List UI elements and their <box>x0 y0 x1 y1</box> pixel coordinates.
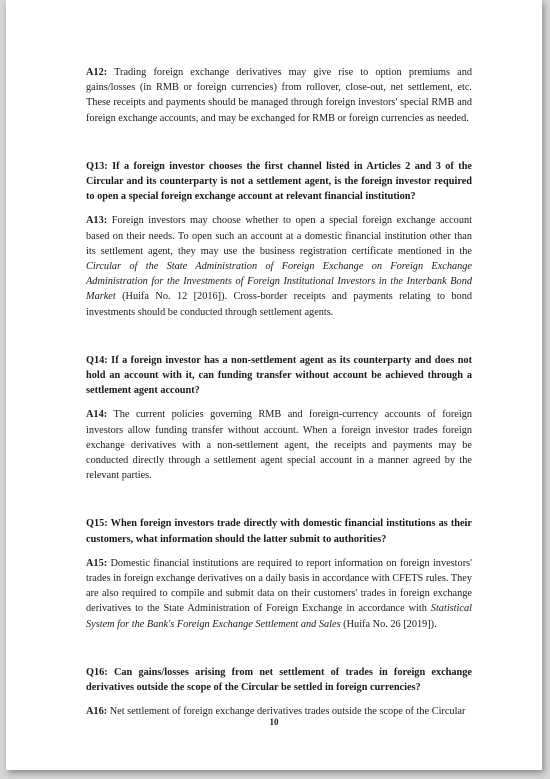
question-q15: Q15: When foreign investors trade directly with domestic financial institutions as their customers, what information should the latter submit to authorities? <box>86 518 472 545</box>
answer-a15 <box>86 556 472 632</box>
answer-label: A16: <box>86 706 108 718</box>
page-number: 10 <box>269 717 279 727</box>
answer-text: The current policies governing RMB and foreign-currency accounts of foreign investors allow funding transfer without account. When a foreign investor trades foreign exchange derivatives with a non-settlement agent, the receipts and payments may be conducted directly through a settlement agent special account in a manner agreed by the relevant parties. <box>86 409 472 482</box>
question-q14: Q14: If a foreign investor has a non-settlement agent as its counterparty and does not hold an account with it, can funding transfer without account be achieved through a settlement agent account? <box>86 354 472 397</box>
answer-label: A14: <box>86 409 108 421</box>
answer-text: (Huifa No. 26 [2019]). <box>340 618 437 630</box>
answer-a14 <box>86 407 472 483</box>
statistical-system-title: Statistical System for the Bank's Foreign Exchange Settlement and Sales <box>86 603 472 630</box>
question-q13: Q13: If a foreign investor chooses the first channel listed in Articles 2 and 3 of the Circular and its counterparty is not a settlement agent, is the foreign investor required to open a special foreign exchange account at relevant financial institution? <box>86 160 472 203</box>
document-page <box>6 0 542 770</box>
circular-title: Circular of the State Administration of Foreign Exchange on Foreign Exchange Administration for the Investments of Foreign Institutional Investors in the Interbank Bond Market <box>86 261 472 303</box>
answer-text: (Huifa No. 12 [2016]). Cross-border receipts and payments relating to bond investments should be conducted through settlement agents. <box>86 291 472 318</box>
answer-text: Foreign investors may choose whether to open a special foreign exchange account based on their needs. To open such an account at a domestic financial institution other than its settlement agent, they may use the business registration certificate mentioned in the <box>86 215 472 257</box>
answer-a13 <box>86 213 472 319</box>
answer-text: Net settlement of foreign exchange derivatives trades outside the scope of the Circular <box>107 706 466 718</box>
answer-label: A13: <box>86 215 108 227</box>
page-content <box>86 65 472 720</box>
answer-a12 <box>86 65 472 126</box>
question-q16: Q16: Can gains/losses arising from net settlement of trades in foreign exchange derivatives outside the scope of the Circular be settled in foreign currencies? <box>86 666 472 694</box>
answer-label: A15: <box>86 557 108 569</box>
answer-text: Trading foreign exchange derivatives may give rise to option premiums and gains/losses (in RMB or foreign currencies) from rollover, close-out, net settlement, etc. These receipts and payments should be managed through foreign investors' special RMB and foreign exchange accounts, and may be exchanged for RMB or foreign currencies as needed. <box>86 67 472 124</box>
answer-text: Domestic financial institutions are required to report information on foreign investors' trades in foreign exchange derivatives on a daily basis in accordance with CFETS rules. They are also required to compile and submit data on their customers' trades in foreign exchange derivatives to the State Administration of Foreign Exchange in accordance with <box>86 557 472 615</box>
answer-label: A12: <box>86 67 108 78</box>
